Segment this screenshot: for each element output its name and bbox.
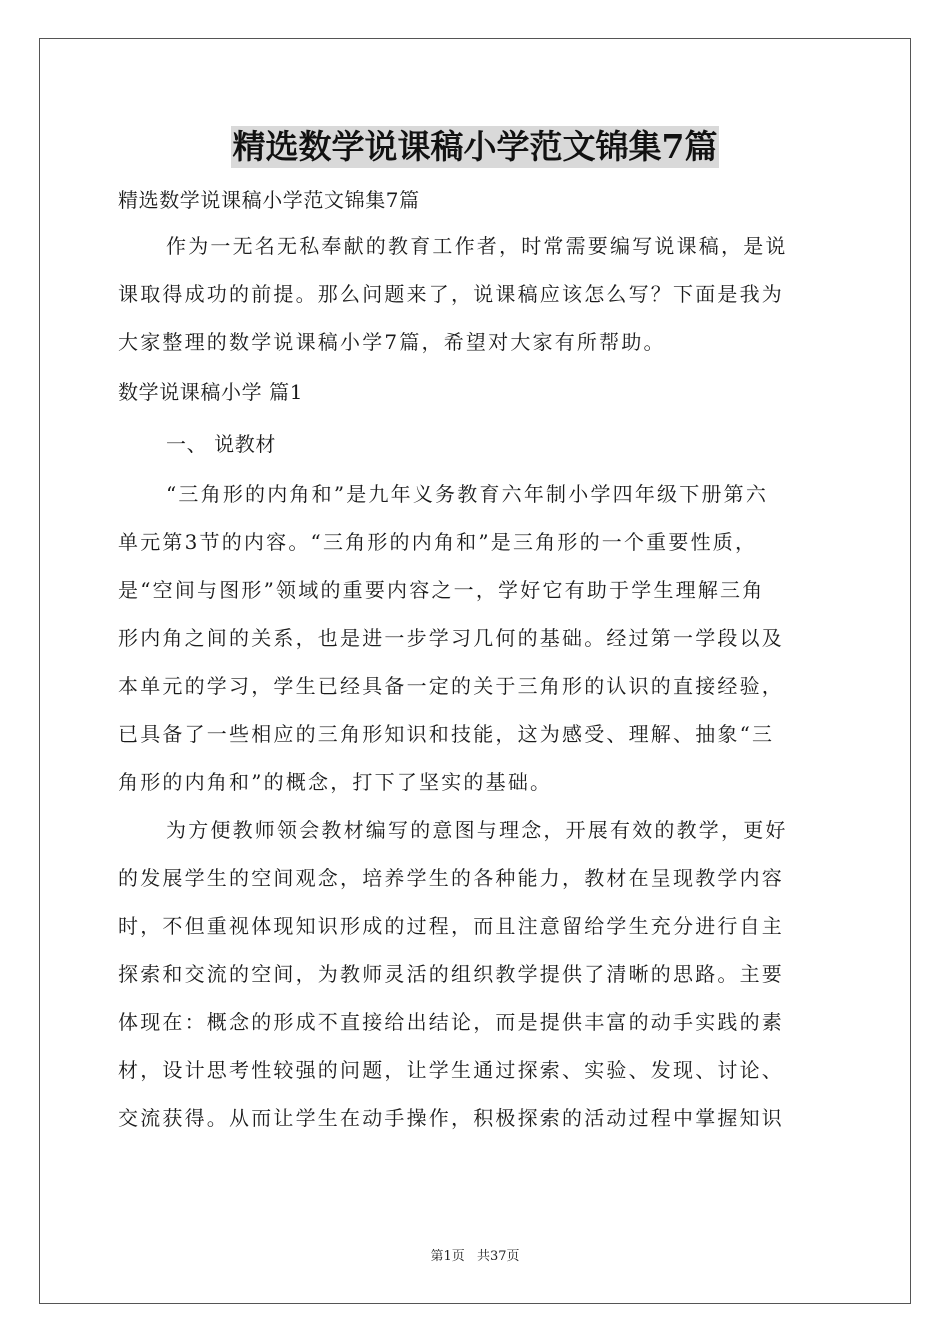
paragraph2-line: 为方便教师领会教材编写的意图与理念，开展有效的教学，更好 bbox=[166, 818, 788, 842]
paragraph2-line: 时，不但重视体现知识形成的过程，而且注意留给学生充分进行自主 bbox=[118, 914, 784, 938]
paragraph2-line: 的发展学生的空间观念，培养学生的各种能力，教材在呈现教学内容 bbox=[118, 866, 784, 890]
title-wrap bbox=[0, 126, 950, 168]
paragraph2-line: 探索和交流的空间，为教师灵活的组织教学提供了清晰的思路。主要 bbox=[118, 962, 784, 986]
paragraph1-line: 角形的内角和”的概念，打下了坚实的基础。 bbox=[118, 770, 553, 794]
paragraph1-line: 单元第3节的内容。“三角形的内角和”是三角形的一个重要性质， bbox=[118, 530, 758, 554]
paragraph1-line: 已具备了一些相应的三角形知识和技能，这为感受、理解、抽象“三 bbox=[118, 722, 775, 746]
page-footer bbox=[0, 1245, 950, 1264]
intro-line: 作为一无名无私奉献的教育工作者，时常需要编写说课稿，是说 bbox=[166, 234, 788, 258]
paragraph1-line: “三角形的内角和”是九年义务教育六年制小学四年级下册第六 bbox=[166, 482, 769, 506]
document-body bbox=[118, 178, 834, 1142]
intro-line: 课取得成功的前提。那么问题来了，说课稿应该怎么写？下面是我为 bbox=[118, 282, 784, 306]
intro-line: 大家整理的数学说课稿小学7篇，希望对大家有所帮助。 bbox=[118, 330, 666, 354]
subsection-heading: 一、 说教材 bbox=[166, 432, 276, 456]
paragraph1-line: 形内角之间的关系，也是进一步学习几何的基础。经过第一学段以及 bbox=[118, 626, 784, 650]
section-heading: 数学说课稿小学 篇1 bbox=[118, 380, 304, 404]
document-title: 精选数学说课稿小学范文锦集7篇 bbox=[232, 127, 718, 166]
paragraph2-line: 体现在：概念的形成不直接给出结论，而是提供丰富的动手实践的素 bbox=[118, 1010, 784, 1034]
page-number-total: 共37页 bbox=[476, 1249, 520, 1264]
paragraph1-line: 是“空间与图形”领域的重要内容之一，学好它有助于学生理解三角 bbox=[118, 578, 765, 602]
paragraph1-line: 本单元的学习，学生已经具备一定的关于三角形的认识的直接经验， bbox=[118, 674, 784, 698]
page-number-current: 第1页 bbox=[430, 1249, 465, 1264]
document-subtitle: 精选数学说课稿小学范文锦集7篇 bbox=[118, 188, 420, 212]
paragraph2-line: 材，设计思考性较强的问题，让学生通过探索、实验、发现、讨论、 bbox=[118, 1058, 784, 1082]
paragraph2-line: 交流获得。从而让学生在动手操作，积极探索的活动过程中掌握知识 bbox=[118, 1106, 784, 1130]
